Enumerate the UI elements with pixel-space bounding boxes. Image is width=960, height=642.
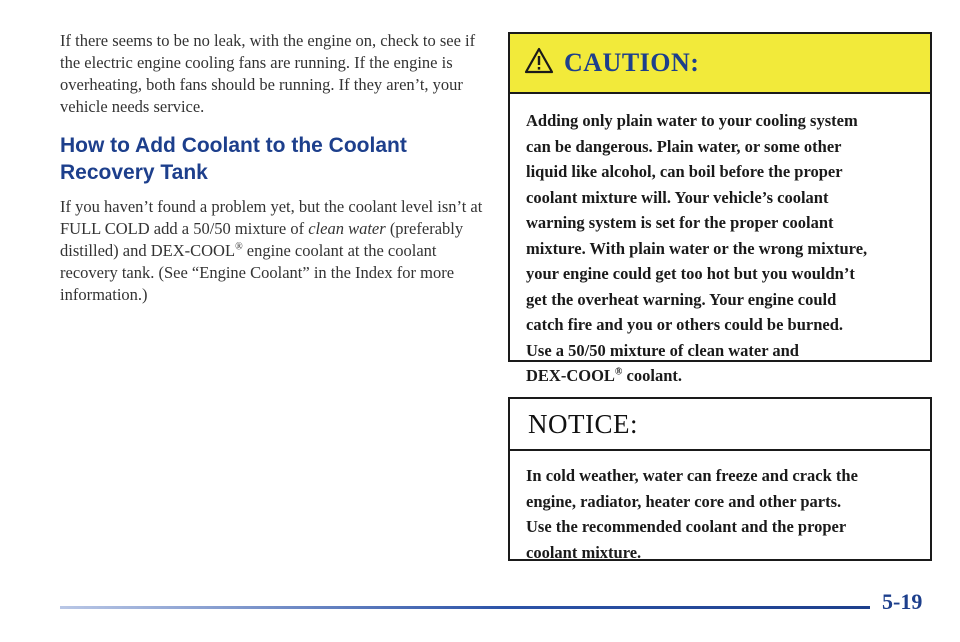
caution-title: CAUTION: — [564, 48, 700, 77]
intro-paragraph: If there seems to be no leak, with the engine on, check to see if the electric engine cooling fans are running. If the engine is overheating, both fans should be running. If they aren’t, your vehicle needs service. — [60, 31, 476, 116]
caution-line: get the overheat warning. Your engine could — [526, 289, 837, 309]
caution-body — [510, 94, 930, 389]
registered-mark: ® — [235, 241, 243, 253]
caution-line: catch fire and you or others could be burned. — [526, 315, 844, 334]
notice-title: NOTICE: — [528, 408, 638, 439]
caution-line: Use a 50/50 mixture of clean water and — [526, 340, 799, 360]
notice-body — [510, 451, 930, 565]
body-italic: clean water — [308, 219, 386, 238]
left-column — [60, 30, 490, 306]
heading-line-1: How to Add Coolant to the Coolant — [60, 134, 407, 157]
body-text-3: engine coolant at the coolant recovery tank. (See “Engine Coolant” in the Index for more information.) — [60, 241, 455, 304]
caution-header — [510, 34, 930, 94]
caution-line: warning system is set for the proper coolant — [526, 213, 834, 232]
body-paragraph — [60, 196, 490, 306]
notice-line: coolant mixture. — [526, 542, 642, 562]
body-text-2: (preferably distilled) and DEX-COOL — [60, 219, 464, 260]
caution-box — [508, 32, 932, 385]
caution-last-line — [526, 363, 916, 389]
notice-line: In cold weather, water can freeze and crack the — [526, 466, 858, 485]
notice-header — [510, 399, 930, 451]
body-text-1: If you haven’t found a problem yet, but the coolant level isn’t at FULL COLD add a 50/50 mixture of — [60, 197, 483, 238]
warning-triangle-icon — [524, 47, 554, 79]
notice-line: engine, radiator, heater core and other parts. — [526, 491, 842, 511]
caution-line: your engine could get too hot but you wouldn’t — [526, 264, 855, 283]
notice-line: Use the recommended coolant and the proper — [526, 517, 847, 536]
section-heading — [60, 132, 490, 186]
heading-line-2: Recovery Tank — [60, 161, 208, 184]
caution-line: coolant mixture will. Your vehicle’s coolant — [526, 187, 829, 207]
coolant-text: coolant. — [622, 366, 682, 385]
caution-line: Adding only plain water to your cooling system — [526, 111, 858, 130]
notice-box — [508, 397, 932, 561]
page-number: 5-19 — [882, 589, 923, 614]
caution-line: can be dangerous. Plain water, or some other — [526, 136, 842, 156]
footer-rule — [60, 606, 870, 609]
caution-line: mixture. With plain water or the wrong mixture, — [526, 238, 868, 258]
registered-mark: ® — [614, 366, 623, 378]
caution-line: liquid like alcohol, can boil before the proper — [526, 162, 843, 181]
dex-cool-text: DEX-COOL — [526, 366, 615, 385]
